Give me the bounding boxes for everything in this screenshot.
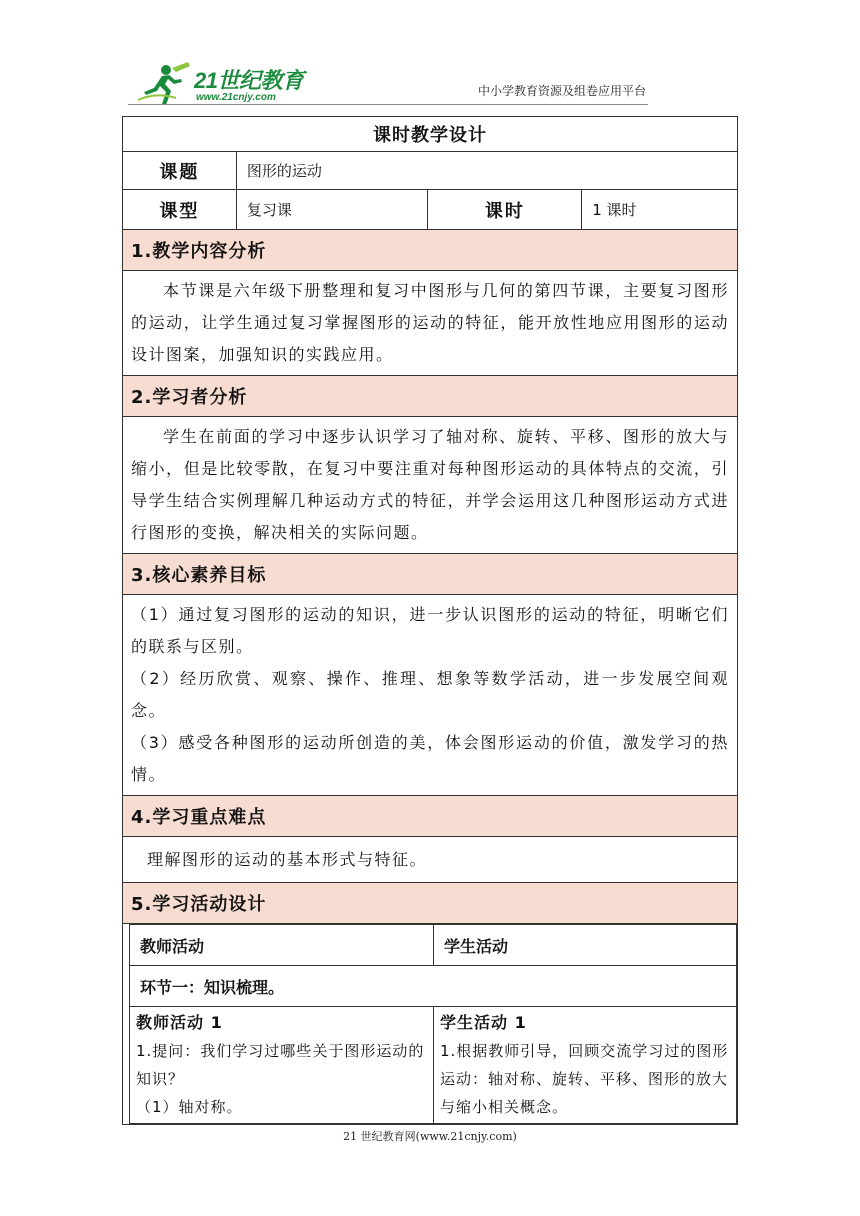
teacher-activity-cell [130,1007,434,1124]
period-value: 1 课时 [582,190,738,230]
goal-item: （3）感受各种图形的运动所创造的美，体会图形运动的价值，激发学习的热情。 [131,733,729,784]
lesson-type-label: 课型 [123,190,237,230]
platform-name: 中小学教育资源及组卷应用平台 [477,84,646,98]
teacher-activity-heading: 教师活动 1 [136,1013,223,1032]
table-title: 课时教学设计 [123,117,738,152]
teacher-activity-header: 教师活动 [130,925,434,966]
topic-label: 课题 [123,152,237,190]
topic-value: 图形的运动 [236,152,737,190]
activity-container [123,924,738,1125]
learner-analysis-paragraph: 学生在前面的学习中逐步认识学习了轴对称、旋转、平移、图形的放大与缩小，但是比较零散，在复习中要注重对每种图形运动的具体特点的交流，引导学生结合实例理解几种运动方式的特征，并学会运用这几种图形运动方式进行图形的变换，解决相关的实际问题。 [131,427,729,542]
key-points-text [123,837,738,883]
student-activity-heading: 学生活动 1 [440,1013,527,1032]
lesson-type-value: 复习课 [236,190,428,230]
stage-title: 环节一：知识梳理。 [130,966,737,1007]
logo-text: 21世纪教育 [194,68,304,93]
content-analysis-text [123,271,738,376]
core-goals-list [123,595,738,796]
section-title-content-analysis: 1.教学内容分析 [123,230,738,271]
section-title-learner-analysis: 2.学习者分析 [123,376,738,417]
goal-item: （1）通过复习图形的运动的知识，进一步认识图形的运动的特征，明晰它们的联系与区别。 [131,605,729,656]
teacher-activity-line: （1）轴对称。 [136,1098,243,1116]
logo [136,62,316,106]
section-title-activity-design: 5.学习活动设计 [123,883,738,924]
activity-table [129,924,737,1124]
section-title-core-goals: 3.核心素养目标 [123,554,738,595]
student-activity-line: 1.根据教师引导，回顾交流学习过的图形运动：轴对称、旋转、平移、图形的放大与缩小相关概念。 [440,1042,729,1116]
section-title-key-points: 4.学习重点难点 [123,796,738,837]
student-activity-header: 学生活动 [434,925,737,966]
page-header [122,62,738,108]
period-label: 课时 [428,190,582,230]
page-footer: 21 世纪教育网(www.21cnjy.com) [343,1130,517,1143]
logo-url: www.21cnjy.com [196,92,276,103]
runner-logo-icon [136,62,192,106]
learner-analysis-text [123,417,738,554]
student-activity-cell [434,1007,737,1124]
teacher-activity-line: 1.提问：我们学习过哪些关于图形运动的知识？ [136,1042,425,1088]
goal-item: （2）经历欣赏、观察、操作、推理、想象等数学活动，进一步发展空间观念。 [131,669,729,720]
header-divider [128,104,648,105]
lesson-design-table [122,116,738,1125]
key-points-paragraph: 理解图形的运动的基本形式与特征。 [147,849,428,869]
content-analysis-paragraph: 本节课是六年级下册整理和复习中图形与几何的第四节课，主要复习图形的运动，让学生通过复习掌握图形的运动的特征，能开放性地应用图形的运动设计图案，加强知识的实践应用。 [131,281,729,364]
